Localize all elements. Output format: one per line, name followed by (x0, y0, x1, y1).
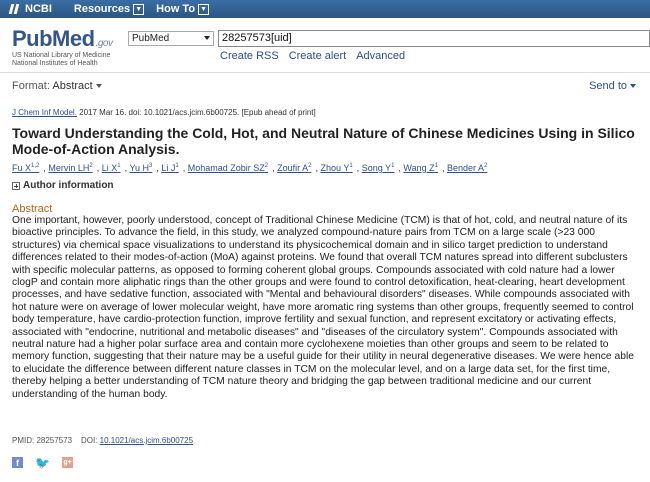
author-link[interactable] (48, 163, 92, 173)
author-separator: , (43, 163, 49, 173)
format-selector[interactable] (12, 80, 102, 92)
format-label: Format: (12, 80, 50, 92)
author-affiliation: 1 (391, 163, 395, 169)
nlm-caption (12, 52, 110, 68)
create-rss-link[interactable]: Create RSS (220, 50, 279, 62)
social-share-bar (12, 457, 87, 468)
ncbi-top-bar (0, 0, 650, 18)
author-name: Yu H (129, 163, 149, 173)
author-separator: , (315, 163, 321, 173)
chevron-down-icon (96, 84, 102, 88)
nlm-line-1: US National Library of Medicine (12, 52, 111, 59)
author-affiliation: 1 (434, 163, 438, 169)
author-name: Li X (101, 163, 118, 173)
ncbi-logo-text: NCBI (25, 3, 52, 15)
author-separator: , (182, 163, 188, 173)
author-separator: , (441, 163, 447, 173)
citation-details: 2017 Mar 16. doi: 10.1021/acs.jcim.6b00725. [Epub ahead of print] (76, 108, 316, 117)
author-link[interactable] (129, 163, 152, 173)
author-affiliation: 2 (308, 163, 312, 169)
howto-label: How To (156, 3, 196, 15)
abstract-text: One important, however, poorly understood, concept of Traditional Chinese Medicine (TCM) is that of hot, cold, and neutral nature of its bioactive principles. To advance the field, in this study, we analyzed compound-nature pairs from TCM on a large scale (>23 000 structures) via chemical space visualizations to understand its physicochemical domain and in silico target prediction to understand differences related to their modes-of-action (MoA) against proteins. We found that overall TCM natures spread into different subclusters with specific molecular patterns, as opposed to forming coherent global groups. Compounds associated with cold nature had a lower clogP and contain more aliphatic rings than the other groups and were found to control detoxification, heat-clearing, heart development processes, and have sedative function, associated with "Mental and behavioural disorders" diseases. While compounds associated with hot nature were on average of lower molecular weight, have more aromatic ring systems than other groups, frequently seemed to control body temperature, have cardio-protection function, improve fertility and sexual function, and represent excitatory or activating effects, associated with "endocrine, nutritional and metabolic diseases" and "diseases of the circulatory system". Compounds associated with neutral nature had a higher polar surface area and contain more cyclohexene moieties than other groups and seem to be related to memory function, suggesting that their nature may be a useful guide for their utility in neural degenerative diseases. We were hence able to elucidate the difference between different nature classes in TCM on the molecular level, and on a large data set, for the first time, thereby helping a better understanding of TCM nature theory and bridging the gap between traditional medicine and our current understanding of the human body. (12, 215, 634, 400)
send-to-label: Send to (589, 80, 627, 92)
author-information-toggle[interactable] (12, 180, 114, 191)
chevron-down-icon (630, 84, 636, 88)
author-link[interactable] (447, 163, 487, 173)
author-link[interactable] (362, 163, 395, 173)
dropdown-arrow-icon (204, 36, 210, 40)
search-header (0, 18, 650, 70)
resources-label: Resources (73, 3, 131, 15)
author-affiliation: 2 (89, 163, 93, 169)
search-input[interactable] (218, 30, 650, 47)
author-link[interactable] (277, 163, 311, 173)
author-name: Song Y (361, 163, 392, 173)
author-name: Zhou Y (320, 163, 350, 173)
author-separator: , (96, 163, 102, 173)
twitter-icon[interactable]: 🐦 (35, 455, 50, 470)
author-name: Mervin LH (48, 163, 90, 173)
author-link[interactable] (320, 163, 352, 173)
author-affiliation: 1 (117, 163, 121, 169)
howto-menu[interactable] (156, 3, 209, 15)
ncbi-logo-icon (8, 3, 22, 15)
author-separator: , (156, 163, 162, 173)
author-affiliation: 3 (148, 163, 153, 169)
database-select-value: PubMed (132, 33, 170, 44)
facebook-icon[interactable]: f (12, 457, 23, 468)
author-name: Mohamad Zobir SZ (187, 163, 265, 173)
author-link[interactable] (188, 163, 268, 173)
author-link[interactable] (102, 163, 121, 173)
author-separator: , (356, 163, 362, 173)
pubmed-logo-gov: .gov (95, 38, 113, 49)
author-list (12, 163, 638, 173)
nlm-line-2: National Institutes of Health (12, 60, 98, 67)
doi-label: DOI: (80, 436, 98, 445)
author-affiliation: 2 (484, 163, 488, 169)
author-separator: , (398, 163, 404, 173)
send-to-menu[interactable] (589, 80, 636, 92)
author-affiliation: 1 (175, 163, 179, 169)
google-plus-icon[interactable]: g+ (63, 459, 72, 466)
author-link[interactable] (403, 163, 438, 173)
doi-link[interactable]: 10.1021/acs.jcim.6b00725 (99, 436, 194, 445)
ncbi-logo[interactable] (8, 3, 52, 15)
author-name: Li J (161, 163, 176, 173)
author-affiliation: 1,2 (31, 163, 40, 169)
identifiers-line (12, 436, 193, 445)
database-select[interactable] (128, 31, 214, 46)
author-link[interactable] (161, 163, 178, 173)
journal-link[interactable]: J Chem Inf Model. (12, 108, 77, 117)
author-affiliation: 1 (349, 163, 353, 169)
author-separator: , (272, 163, 278, 173)
pmid-label: PMID: 28257573 (12, 436, 73, 445)
author-link[interactable] (12, 163, 39, 173)
author-name: Bender A (446, 163, 484, 173)
author-name: Fu X (12, 163, 32, 173)
create-alert-link[interactable]: Create alert (288, 50, 347, 62)
pubmed-logo[interactable] (12, 26, 112, 52)
citation-line (12, 108, 316, 117)
author-affiliation: 2 (264, 163, 269, 169)
chevron-down-icon: ▼ (198, 4, 209, 15)
advanced-search-link[interactable]: Advanced (356, 50, 406, 62)
header-divider (0, 72, 650, 73)
abstract-heading: Abstract (12, 203, 53, 215)
search-links (220, 50, 415, 62)
search-input-value: 28257573[uid] (222, 32, 292, 44)
author-separator: , (124, 163, 130, 173)
pubmed-logo-text: PubMed (12, 26, 95, 51)
format-value: Abstract (52, 80, 93, 92)
chevron-down-icon: ▼ (133, 4, 144, 15)
article-title: Toward Understanding the Cold, Hot, and Neutral Nature of Chinese Medicines Using in Silico Mode-of-Action Analysis. (12, 125, 635, 157)
resources-menu[interactable] (74, 3, 144, 15)
author-name: Wang Z (403, 163, 435, 173)
expand-plus-icon (12, 182, 20, 190)
author-information-label: Author information (23, 180, 114, 191)
author-name: Zoufir A (277, 163, 309, 173)
